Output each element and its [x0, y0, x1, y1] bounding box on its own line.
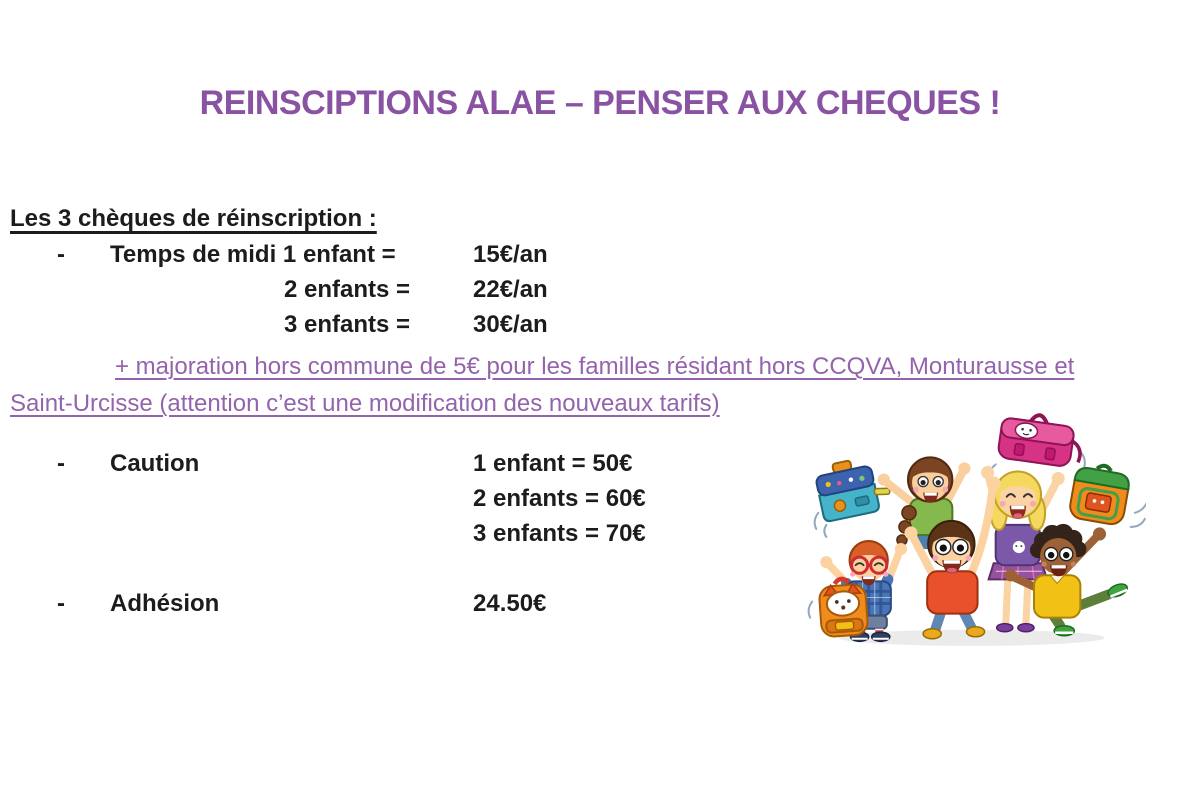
midi-row-label: 3 enfants =: [283, 311, 410, 338]
bullet-dash: -: [57, 241, 65, 268]
surcharge-note-line1: + majoration hors commune de 5€ pour les familles résidant hors CCQVA, Monturausse et: [115, 353, 1075, 380]
midi-row-value: 22€/an: [473, 276, 548, 303]
teal-satchel-icon: [813, 453, 893, 522]
pink-satchel-icon: [997, 412, 1084, 469]
adhesion-value: 24.50€: [473, 590, 547, 617]
orange-backpack-icon: [1068, 461, 1131, 526]
surcharge-note: [10, 348, 1185, 422]
page-title: REINSCIPTIONS ALAE – PENSER AUX CHEQUES !: [199, 84, 1001, 122]
midi-row-value: 30€/an: [473, 311, 548, 338]
section-heading: Les 3 chèques de réinscription :: [10, 205, 377, 232]
caution-label: Caution: [110, 450, 200, 477]
bullet-dash: -: [57, 590, 65, 617]
caution-row-value: 2 enfants = 60€: [473, 485, 646, 512]
caution-row-value: 3 enfants = 70€: [473, 520, 646, 547]
midi-row-value: 15€/an: [473, 241, 548, 268]
caution-row-value: 1 enfant = 50€: [473, 450, 633, 477]
bullet-dash: -: [57, 450, 65, 477]
surcharge-note-line2: Saint-Urcisse (attention c’est une modification des nouveaux tarifs): [10, 390, 720, 417]
midi-row-label: Temps de midi 1 enfant =: [110, 241, 396, 268]
midi-row-label: 2 enfants =: [283, 276, 410, 303]
children-illustration: [798, 412, 1146, 664]
adhesion-label: Adhésion: [110, 590, 220, 617]
fox-backpack-icon: [818, 577, 868, 637]
